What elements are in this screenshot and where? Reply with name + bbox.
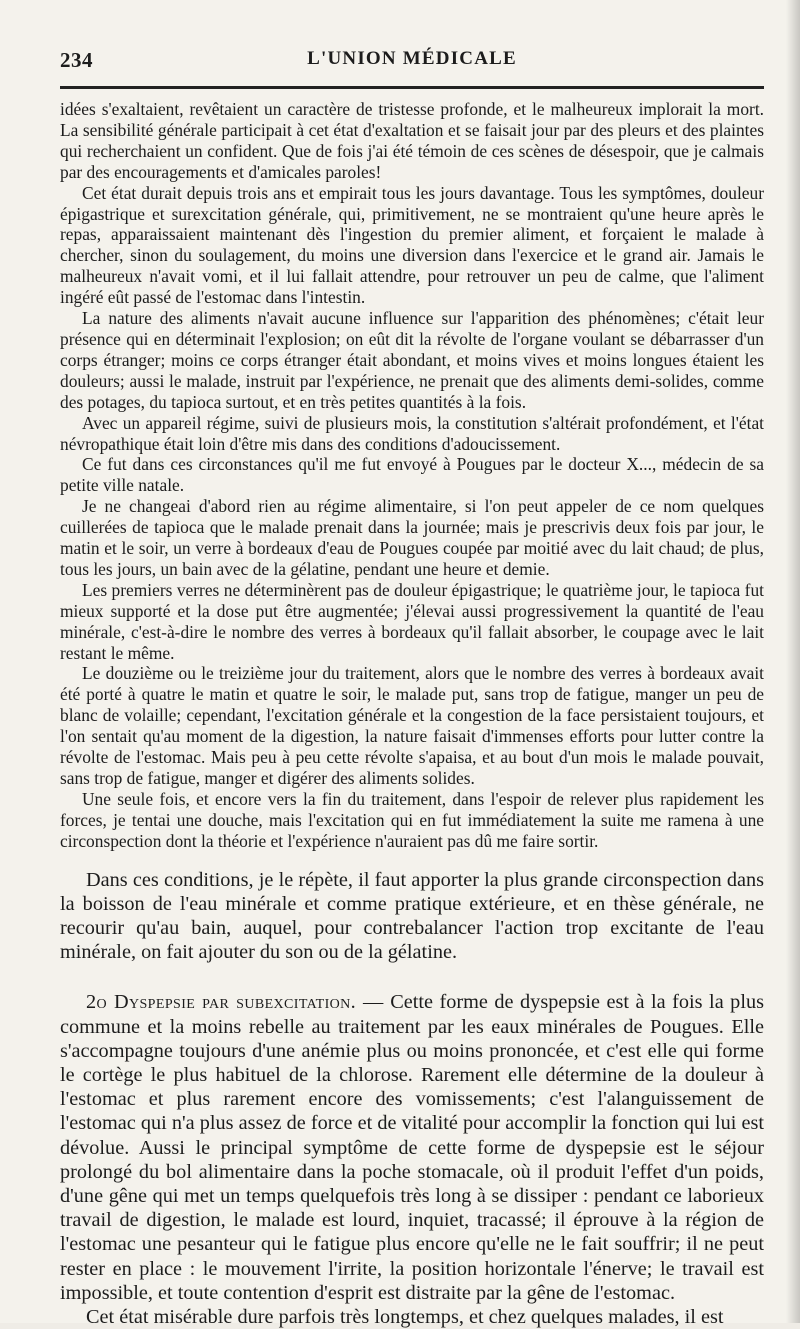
paragraph-text: Cet état misérable dure parfois très longtemps, et chez quelques malades, il est xyxy=(86,1306,724,1329)
paragraph: Avec un appareil régime, suivi de plusieurs mois, la constitution s'altérait profondément, et l'état névropathique était loin d'être mis dans des conditions d'adoucissement. xyxy=(60,412,764,454)
running-title: L'UNION MÉDICALE xyxy=(307,48,517,69)
paragraph: Je ne changeai d'abord rien au régime alimentaire, si l'on peut appeler de ce nom quelques cuillerées de tapioca que le malade prenait dans la journée; mais je prescrivis deux fois par jour, le matin et le soir, un verre à bordeaux d'eau de Pougues coupée par moitié avec du lait chaud; de plus, tous les jours, un bain avec de la gélatine, pendant une heure et demie. xyxy=(60,496,764,579)
paragraph: Ce fut dans ces circonstances qu'il me fut envoyé à Pougues par le docteur X..., médecin de sa petite ville natale. xyxy=(60,454,764,496)
page-header xyxy=(60,48,764,76)
paragraph: La nature des aliments n'avait aucune influence sur l'apparition des phénomènes; c'était leur présence qui en déterminait l'explosion; on eût dit la révolte de l'organe voulant se débarrasser d'un corps étranger; moins ce corps étranger était abondant, et moins vives et moins longues étaient les douleurs; aussi le malade, instruit par l'expérience, ne prenait que des aliments demi-solides, comme des potages, du tapioca surtout, et en très petites quantités à la fois. xyxy=(60,308,764,412)
page-number: 234 xyxy=(60,48,93,72)
paragraph: Les premiers verres ne déterminèrent pas de douleur épigastrique; le quatrième jour, le tapioca fut mieux supporté et la dose put être augmentée; j'élevai aussi progressivement la quantité de l'eau minérale, c'est-à-dire le nombre des verres à bordeaux qu'il fallait absorber, le coupage avec le lait restant le même. xyxy=(60,579,764,663)
section-heading: 2o Dyspepsie par subexcitation. — xyxy=(86,991,384,1014)
main-body xyxy=(60,868,764,1329)
paragraph: Cet état durait depuis trois ans et empirait tous les jours davantage. Tous les symptômes, douleur épigastrique et surexcitation générale, qui, primitivement, ne se montraient qu'une heure après le repas, apparaissaient maintenant dès l'ingestion du premier aliment, et forçaient le malade à chercher, sinon du soulagement, du moins une diversion dans l'exercice et le grand air. Jamais le malheureux n'avait vomi, et il lui fallait attendre, pour retrouver un peu de calme, que l'aliment ingéré eût passé de l'estomac dans l'intestin. xyxy=(60,182,764,308)
paragraph: Le douzième ou le treizième jour du traitement, alors que le nombre des verres à bordeaux avait été porté à quatre le matin et quatre le soir, le malade put, sans trop de fatigue, manger un peu de blanc de volaille; cependant, l'excitation générale et la congestion de la face persistaient toujours, et l'on sentait qu'au moment de la digestion, la nature faisait d'immenses efforts pour lutter contre la révolte de l'estomac. Mais peu à peu cette révolte s'apaisa, et au bout d'un mois le malade pouvait, sans trop de fatigue, manger et digérer des aliments solides. xyxy=(60,663,764,788)
paragraph-text: Dans ces conditions, je le répète, il faut apporter la plus grande circonspection dans la boisson de l'eau minérale et comme pratique extérieure, et en thèse générale, ne recourir qu'au bain, auquel, pour contrebalancer l'action trop excitante de l'eau minérale, on fait ajouter du son ou de la gélatine. xyxy=(60,868,764,964)
paragraph: idées s'exaltaient, revêtaient un caractère de tristesse profonde, et le malheureux implorait la mort. La sensibilité générale participait à cet état d'exaltation et se faisait jour par des pleurs et des plaintes qui recherchaient un confident. Que de fois j'ai été témoin de ces scènes de désespoir, que je calmais par des encouragements et d'amicales paroles! xyxy=(60,99,764,182)
paragraph: Une seule fois, et encore vers la fin du traitement, dans l'espoir de relever plus rapidement les forces, je tentai une douche, mais l'excitation qui en fut immédiatement la suite me ramena à une circonspection dont la théorie et l'expérience n'auraient pas dû me faire sortir. xyxy=(60,788,764,851)
case-report-body xyxy=(60,99,764,852)
paragraph-text: Cette forme de dyspepsie est à la fois la plus commune et la moins rebelle au traitement par les eaux minérales de Pougues. Elle s'accompagne toujours d'une anémie plus ou moins prononcée, et c'est elle qui forme le cortège le plus habituel de la chlorose. Rarement elle détermine de la douleur à l'estomac et plus rarement encore des vomissements; c'est l'alanguissement de l'estomac qui n'a plus assez de force et de vitalité pour accomplir la fonction qui lui est dévolue. Aussi le principal symptôme de cette forme de dyspepsie est le séjour prolongé du bol alimentaire dans la poche stomacale, où il produit l'effet d'un poids, d'une gêne qui met un temps quelquefois très long à se dissiper : pendant ce laborieux travail de digestion, le malade est lourd, inquiet, tracassé; il éprouve à la région de l'estomac une pesanteur qui le fatigue plus encore qu'elle ne le fait souffrir; il ne peut rester en place : le mouvement l'irrite, la position horizontale l'énerve; le travail est impossible, et toute contention d'esprit est distraite par la gêne de l'estomac. xyxy=(60,991,764,1304)
header-rule xyxy=(60,86,764,89)
paragraph xyxy=(60,868,764,965)
paragraph xyxy=(60,1305,764,1329)
paragraph xyxy=(60,990,764,1305)
